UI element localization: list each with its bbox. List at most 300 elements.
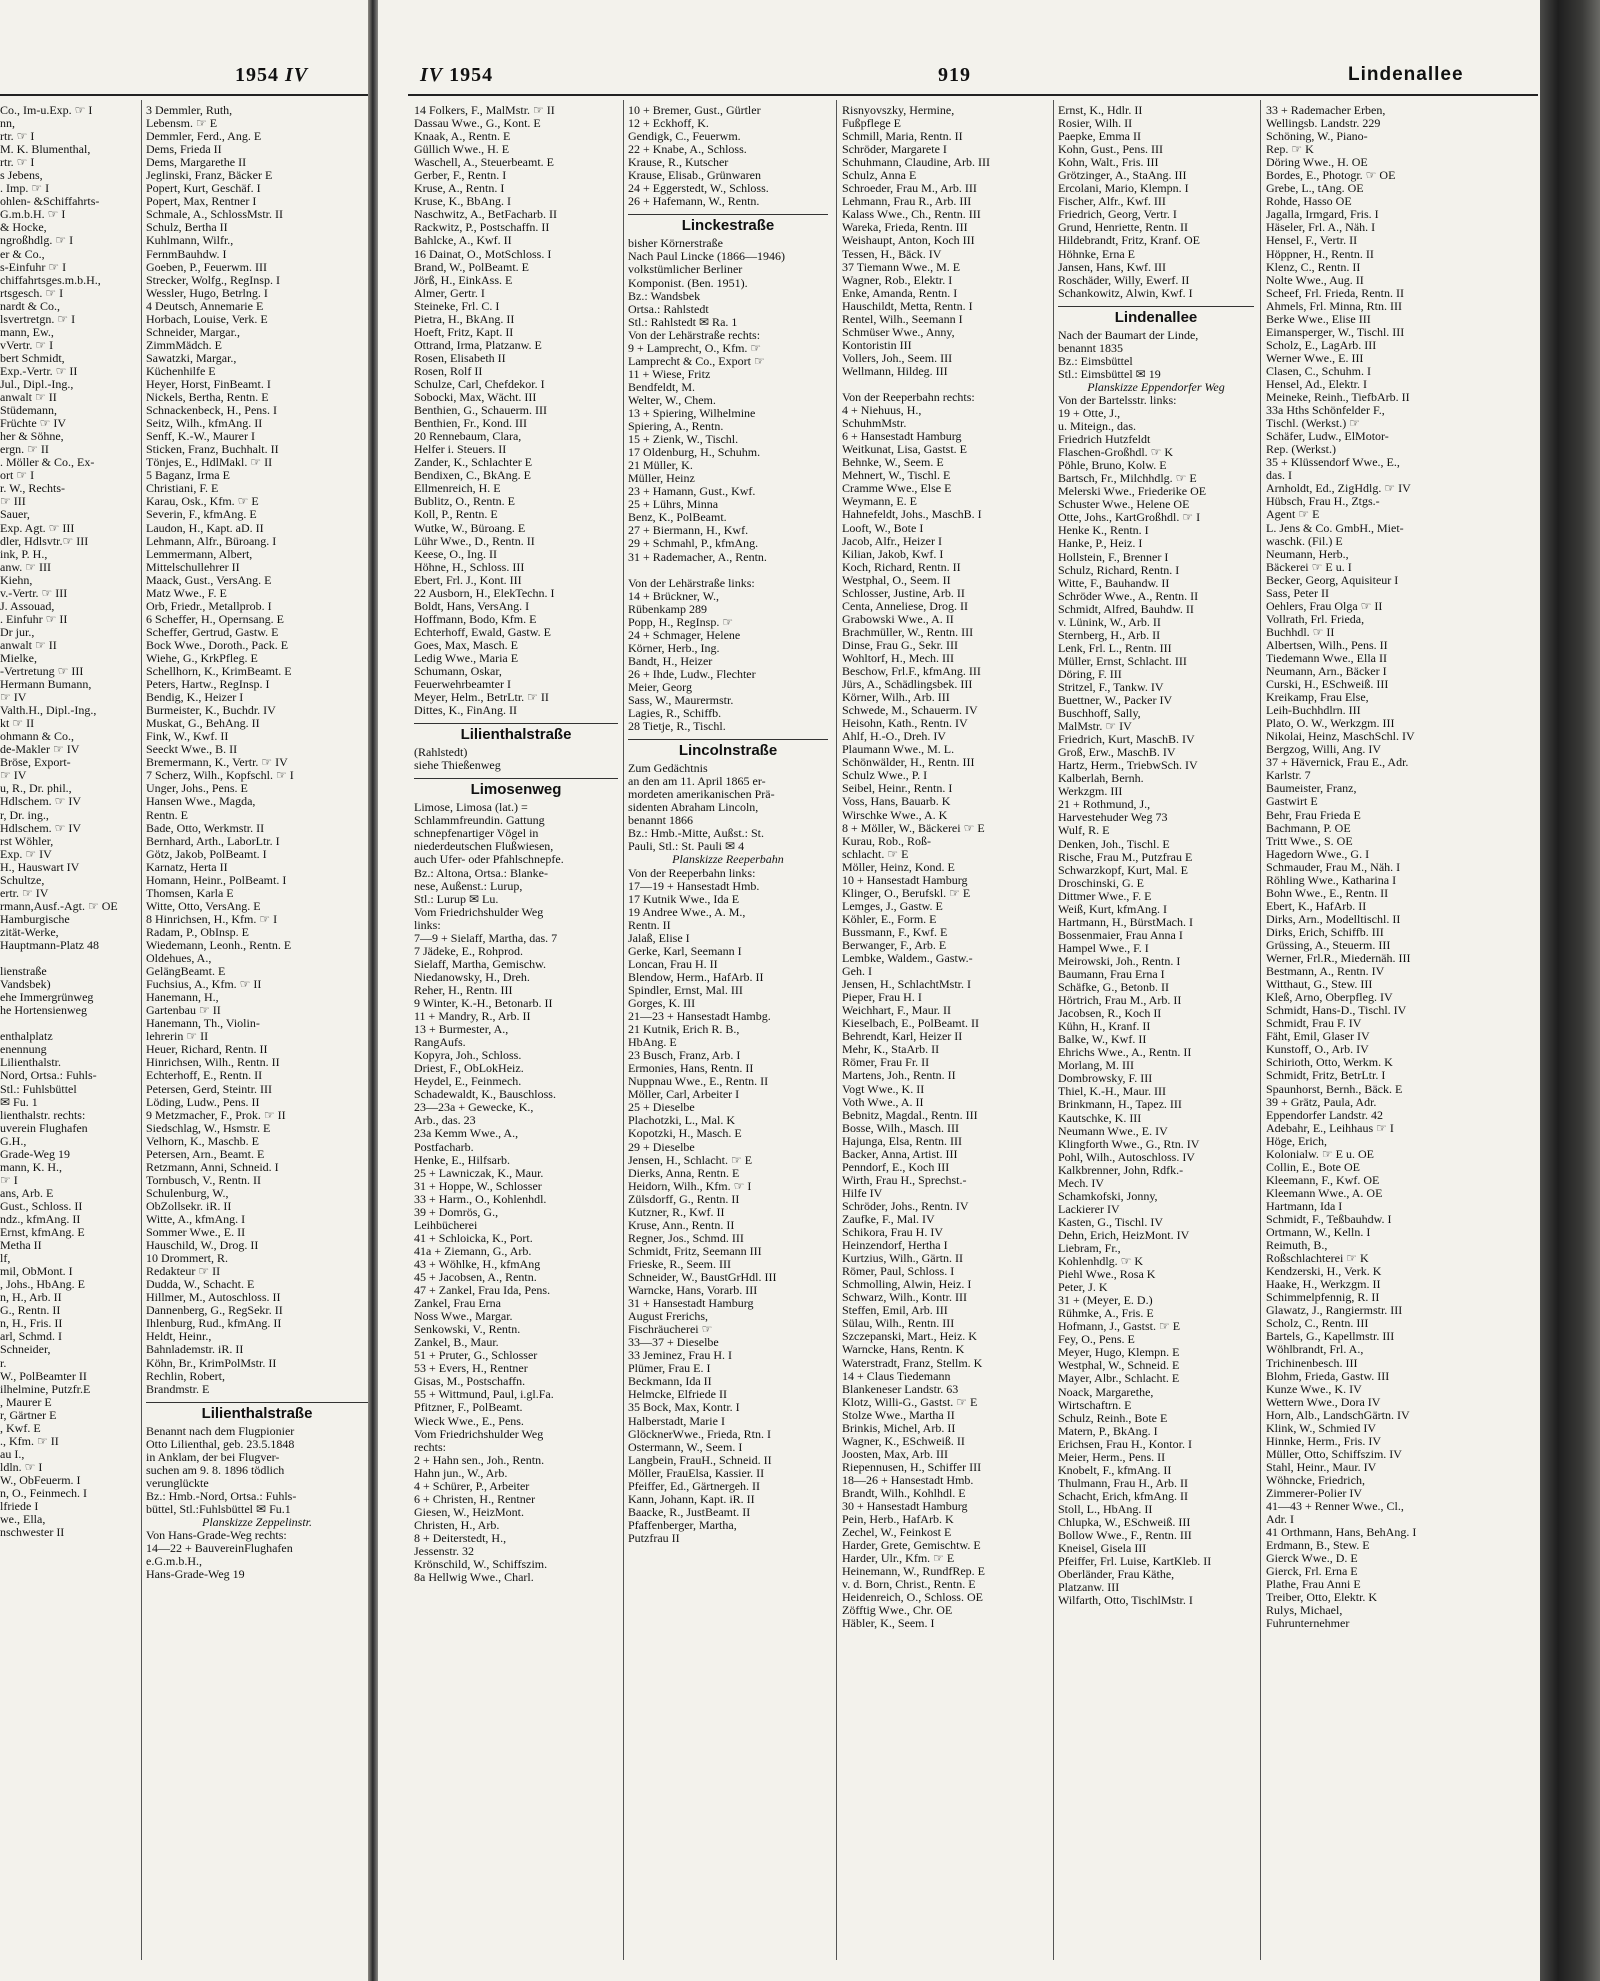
directory-entry: Trichinenbesch. III xyxy=(1266,1356,1358,1370)
directory-entry: Hoeft, Fritz, Kapt. II xyxy=(414,325,514,339)
directory-entry: Blankeneser Landstr. 63 xyxy=(842,1382,959,1396)
directory-entry: waschk. (Fil.) E xyxy=(1266,534,1343,548)
directory-entry: u, R., Dr. phil., xyxy=(0,782,72,796)
directory-entry: Werner, Frl.R., Miedernäh. III xyxy=(1266,952,1411,966)
directory-entry: bert Schmidt, xyxy=(0,351,65,365)
directory-entry: Bz.: Altona, Ortsa.: Blanke- xyxy=(414,866,548,880)
directory-entry: Buschhoff, Sally, xyxy=(1058,707,1141,721)
directory-entry: Gerke, Karl, Seemann I xyxy=(628,944,742,958)
directory-entry: Dirks, Arn., Modelltischl. II xyxy=(1266,912,1401,926)
directory-entry: Schulz Wwe., P. I xyxy=(842,769,928,783)
column-4 xyxy=(628,104,828,1545)
directory-entry: Scholz, E., LagArb. III xyxy=(1266,338,1377,352)
left-part: IV xyxy=(285,64,309,86)
directory-entry: Peters, Hartw., RegInsp. I xyxy=(146,678,270,692)
directory-entry: Heinzendorf, Hertha I xyxy=(842,1239,948,1253)
street-heading: Linckestraße xyxy=(628,214,828,237)
directory-entry: Grötzinger, A., StaAng. III xyxy=(1058,169,1187,183)
directory-entry: 7 Scherz, Wilh., Kopfschl. ☞ I xyxy=(146,769,294,783)
directory-entry: Lehmann, Alfr., Büroang. I xyxy=(146,534,277,548)
directory-entry: Ebert, K., HafArb. II xyxy=(1266,899,1367,913)
directory-entry: 7—9 + Sielaff, Martha, das. 7 xyxy=(414,931,558,945)
directory-entry: Ortsa.: Rahlstedt xyxy=(628,302,709,316)
directory-entry: au I., xyxy=(0,1447,25,1461)
directory-entry: ohlen- &Schiffahrts- xyxy=(0,195,100,209)
directory-entry: Bollow Wwe., F., Rentn. III xyxy=(1058,1529,1192,1543)
directory-entry: Hörtrich, Frau M., Arb. II xyxy=(1058,994,1182,1008)
street-heading: Lincolnstraße xyxy=(628,739,828,762)
directory-entry: Grade-Weg 19 xyxy=(0,1147,71,1161)
directory-entry: Kruse, K., BbAng. I xyxy=(414,195,511,209)
directory-entry: Röhling Wwe., Katharina I xyxy=(1266,873,1397,887)
directory-entry: Nikolai, Heinz, MaschSchl. IV xyxy=(1266,730,1415,744)
directory-entry: anwalt ☞ II xyxy=(0,638,57,652)
directory-entry: Benthien, Fr., Kond. III xyxy=(414,417,527,431)
directory-entry: 39 + Domrös, G., xyxy=(414,1205,499,1219)
directory-entry: Liebram, Fr., xyxy=(1058,1241,1121,1255)
directory-entry: Früchte ☞ IV xyxy=(0,417,67,431)
directory-entry: zität-Werke, xyxy=(0,925,59,939)
directory-entry: 3 Demmler, Ruth, xyxy=(146,104,233,117)
directory-entry: 17 Kutnik Wwe., Ida E xyxy=(628,892,740,906)
street-heading: Lilienthalstraße xyxy=(146,1402,368,1425)
directory-entry: Baumann, Frau Erna I xyxy=(1058,968,1165,981)
directory-entry: Radam, P., ObInsp. E xyxy=(146,925,249,939)
directory-entry: Boldt, Hans, VersAng. I xyxy=(414,599,530,613)
directory-entry: Rohde, Hasso OE xyxy=(1266,195,1352,209)
directory-entry: 6 Scheffer, H., Opernsang. E xyxy=(146,612,284,626)
directory-entry: Blohm, Frieda, Gastw. III xyxy=(1266,1369,1390,1383)
directory-entry: Mehr, K., StaArb. II xyxy=(842,1043,940,1057)
directory-entry: Kohlenhdlg. ☞ K xyxy=(1058,1255,1144,1269)
directory-entry: Heuer, Richard, Rentn. II xyxy=(146,1043,268,1057)
directory-entry: Droschinski, G. E xyxy=(1058,876,1144,890)
directory-entry: W., ObFeuerm. I xyxy=(0,1473,81,1487)
directory-entry: Vom Friedrichshulder Weg xyxy=(414,1427,544,1441)
directory-entry: Postfacharb. xyxy=(414,1140,474,1154)
directory-entry: Echterhoff, Ewald, Gastw. E xyxy=(414,625,551,639)
directory-entry: Gendigk, C., Feuerwm. xyxy=(628,130,741,144)
directory-entry: bisher Körnerstraße xyxy=(628,237,723,251)
directory-entry: Neumann, Herb., xyxy=(1266,547,1349,561)
directory-entry: Riepennusen, H., Schiffer III xyxy=(842,1460,982,1474)
directory-entry: Klinger, O., Berufskl. ☞ E xyxy=(842,886,971,900)
directory-entry: Lenk, Frl. L., Rentn. III xyxy=(1058,641,1172,655)
directory-entry: Mech. IV xyxy=(1058,1176,1104,1190)
directory-entry: Arnholdt, Ed., ZigHdlg. ☞ IV xyxy=(1266,482,1411,496)
directory-entry: Hans-Grade-Weg 19 xyxy=(146,1568,245,1582)
directory-entry: Bosse, Wilh., Masch. III xyxy=(842,1121,959,1135)
directory-entry: Bäckerei ☞ E u. I xyxy=(1266,560,1352,574)
directory-entry: Wirtschaftrn. E xyxy=(1058,1398,1132,1412)
directory-entry: Co., Im-u.Exp. ☞ I xyxy=(0,104,93,117)
directory-entry: Spaunhorst, Bernh., Bäck. E xyxy=(1266,1082,1403,1096)
directory-entry: Schmidt, Alfred, Bauhdw. II xyxy=(1058,602,1194,616)
directory-entry: ☞ IV xyxy=(0,691,27,705)
directory-entry: Kann, Johann, Kapt. iR. II xyxy=(628,1492,755,1506)
directory-entry: Langbein, FrauH., Schneid. II xyxy=(628,1453,772,1467)
directory-entry: er & Co., xyxy=(0,247,45,261)
directory-entry: Kohn, Walt., Fris. III xyxy=(1058,156,1159,170)
directory-entry: Heldt, Heinr., xyxy=(146,1330,212,1344)
directory-entry: Fäht, Emil, Glaser IV xyxy=(1266,1030,1370,1044)
directory-entry: Bohn Wwe., E., Rentn. II xyxy=(1266,886,1389,900)
directory-entry: (Rahlstedt) xyxy=(414,746,468,760)
directory-entry: Bz.: Wandsbek xyxy=(628,289,701,303)
directory-entry: Plachotzki, L., Mal. K xyxy=(628,1114,735,1128)
directory-entry: 4 + Schürer, P., Arbeiter xyxy=(414,1479,530,1493)
directory-entry: Noss Wwe., Margar. xyxy=(414,1310,513,1324)
directory-entry: Neumann, Arn., Bäcker I xyxy=(1266,665,1387,679)
directory-entry: Plato, O. W., Werkzgm. III xyxy=(1266,717,1395,731)
directory-entry: 51 + Pruter, G., Schlosser xyxy=(414,1349,538,1363)
directory-entry: Schneider, xyxy=(0,1343,51,1357)
directory-entry: Stl.: Rahlstedt ✉ Ra. 1 xyxy=(628,315,738,329)
directory-entry: benannt 1835 xyxy=(1058,341,1123,355)
directory-entry: 11 + Wiese, Fritz xyxy=(628,367,711,381)
directory-entry: Sielaff, Martha, Gemischw. xyxy=(414,957,546,971)
directory-entry: Häseler, Frl. A., Näh. I xyxy=(1266,221,1376,235)
directory-entry: Berwanger, F., Arb. E xyxy=(842,939,947,952)
directory-entry: Zülsdorff, G., Rentn. II xyxy=(628,1192,740,1206)
directory-entry: Bublitz, O., Rentn. E xyxy=(414,495,515,509)
directory-entry: Mehnert, W., Tischl. E xyxy=(842,469,951,483)
directory-entry: Bock Wwe., Doroth., Pack. E xyxy=(146,638,289,652)
directory-entry: Meineke, Reinh., TiefbArb. II xyxy=(1266,391,1410,405)
directory-entry: Dudda, W., Schacht. E xyxy=(146,1278,255,1292)
directory-entry: Stoll, L., HbAng. II xyxy=(1058,1502,1153,1516)
directory-entry: Buchhdl. ☞ II xyxy=(1266,625,1335,639)
directory-entry: Stahl, Heinr., Maur. IV xyxy=(1266,1460,1377,1474)
directory-entry: Schlosser, Justine, Arb. II xyxy=(842,586,965,600)
directory-entry: Kreikamp, Frau Else, xyxy=(1266,691,1369,705)
directory-entry: 33a Hths Schönfelder F., xyxy=(1266,404,1385,418)
directory-entry: Steffen, Emil, Arb. III xyxy=(842,1304,948,1318)
directory-entry: Fußpflege E xyxy=(842,117,901,131)
directory-entry: Baacke, R., JustBeamt. II xyxy=(628,1505,751,1519)
directory-entry: Ermonies, Hans, Rentn. II xyxy=(628,1062,754,1076)
directory-entry: Mittelschullehrer II xyxy=(146,560,240,574)
directory-entry: Dinse, Frau G., Sekr. III xyxy=(842,638,958,652)
directory-entry: Schmidt, Frau F. IV xyxy=(1266,1017,1362,1031)
directory-entry: Meirowski, Joh., Rentn. I xyxy=(1058,954,1181,968)
directory-entry: 25 + Dieselbe xyxy=(628,1101,695,1115)
directory-entry: Szczepanski, Mart., Heiz. K xyxy=(842,1330,977,1344)
directory-entry: Bröse, Export- xyxy=(0,756,71,770)
directory-entry: Ernst, K., Hdlr. II xyxy=(1058,104,1143,117)
directory-entry: Lackierer IV xyxy=(1058,1202,1120,1216)
directory-entry: Wiedemann, Leonh., Rentn. E xyxy=(146,939,292,952)
directory-entry: Schnackenbeck, H., Pens. I xyxy=(146,404,277,418)
directory-entry: Jacobsen, R., Koch II xyxy=(1058,1007,1162,1021)
directory-entry: Christiani, F. E xyxy=(146,482,219,496)
directory-entry: Rulys, Michael, xyxy=(1266,1604,1343,1618)
directory-entry: Bandt, H., Heizer xyxy=(628,654,713,668)
directory-entry: Kautschke, K. III xyxy=(1058,1111,1142,1125)
directory-entry: Wieck Wwe., E., Pens. xyxy=(414,1414,524,1428)
directory-entry: r. xyxy=(0,1356,7,1370)
directory-entry: Mielke, xyxy=(0,651,37,665)
directory-entry: Hahn jun., W., Arb. xyxy=(414,1466,508,1480)
directory-entry: Laudon, H., Kapt. aD. II xyxy=(146,521,264,535)
directory-entry: Neumann Wwe., E. IV xyxy=(1058,1124,1168,1138)
directory-entry: Eppendorfer Landstr. 42 xyxy=(1266,1108,1383,1122)
directory-entry: Köhler, E., Form. E xyxy=(842,912,937,926)
directory-entry: Rühmke, A., Fris. E xyxy=(1058,1307,1154,1321)
directory-entry: Kieselbach, E., PolBeamt. II xyxy=(842,1017,979,1031)
directory-entry: 47 + Zankel, Frau Ida, Pens. xyxy=(414,1284,551,1298)
directory-entry: ink, P. H., xyxy=(0,547,48,561)
directory-entry: 16 Dainat, O., MotSchloss. I xyxy=(414,247,552,261)
directory-entry: 41—43 + Renner Wwe., Cl., xyxy=(1266,1500,1404,1514)
directory-entry: Horbach, Louise, Verk. E xyxy=(146,312,268,326)
directory-entry: Jacob, Alfr., Heizer I xyxy=(842,534,942,548)
directory-entry: Brandmstr. E xyxy=(146,1382,210,1396)
directory-entry: büttel, Stl.:Fuhlsbüttel ✉ Fu.1 xyxy=(146,1502,291,1516)
directory-entry: Schuhmann, Claudine, Arb. III xyxy=(842,156,990,170)
directory-entry: Kiehn, xyxy=(0,573,33,587)
directory-entry: 39 + Grätz, Paula, Adr. xyxy=(1266,1095,1377,1109)
directory-entry: Jessenstr. 32 xyxy=(414,1544,474,1558)
directory-entry: chiffahrtsges.m.b.H., xyxy=(0,273,101,287)
directory-entry: 8 + Deiterstedt, H., xyxy=(414,1531,507,1545)
directory-entry: Wagner, Rob., Elektr. I xyxy=(842,273,953,287)
directory-entry: Kleemann, F., Kwf. OE xyxy=(1266,1173,1380,1187)
directory-entry: Brachmüller, W., Rentn. III xyxy=(842,625,974,639)
directory-entry: Heydel, E., Feinmech. xyxy=(414,1075,522,1089)
directory-entry: Noack, Margarethe, xyxy=(1058,1385,1154,1399)
directory-entry: Meyer, Helm., BetrLtr. ☞ II xyxy=(414,691,549,705)
directory-entry: Römer, Paul, Schloss. I xyxy=(842,1265,955,1279)
directory-entry: Vollrath, Frl. Frieda, xyxy=(1266,612,1365,626)
directory-entry: Feuerwehrbeamter I xyxy=(414,678,511,692)
directory-entry: Thiel, K.-H., Maur. III xyxy=(1058,1085,1166,1099)
directory-entry: 28 Tietje, R., Tischl. xyxy=(628,720,726,734)
directory-entry: Tönjes, E., HdlMakl. ☞ II xyxy=(146,456,273,470)
directory-entry: Almer, Gertr. I xyxy=(414,286,485,300)
directory-entry: rtr. ☞ I xyxy=(0,156,35,170)
directory-entry: n, O., Feinmech. I xyxy=(0,1486,87,1500)
directory-entry: 5 Baganz, Irma E xyxy=(146,469,230,483)
directory-entry: Voss, Hans, Bauarb. K xyxy=(842,795,951,809)
directory-entry: Gierck Wwe., D. E xyxy=(1266,1552,1358,1566)
directory-entry: Redakteur ☞ II xyxy=(146,1265,221,1279)
directory-entry: Arb., das. 23 xyxy=(414,1114,476,1128)
directory-entry: Bestmann, A., Rentn. IV xyxy=(1266,965,1385,979)
directory-entry: Hensel, Ad., Elektr. I xyxy=(1266,377,1367,391)
directory-entry: Siedschlag, W., Hsmstr. E xyxy=(146,1121,271,1135)
directory-entry: Erichsen, Frau H., Kontor. I xyxy=(1058,1437,1192,1451)
directory-entry: 21 Müller, K. xyxy=(628,459,693,473)
directory-entry: Benz, K., PolBeamt. xyxy=(628,511,727,525)
directory-entry: Stritzel, F., Tankw. IV xyxy=(1058,680,1164,694)
directory-entry: Warncke, Hans, Vorarb. III xyxy=(628,1284,758,1298)
directory-entry: Harder, Grete, Gemischtw. E xyxy=(842,1539,981,1553)
directory-entry: Bendfeldt, M. xyxy=(628,380,695,394)
directory-entry: Reher, H., Rentn. III xyxy=(414,983,513,997)
directory-entry: Muskat, G., BehAng. II xyxy=(146,717,260,731)
directory-entry: mil, ObMont. I xyxy=(0,1265,73,1279)
directory-entry: Tornbusch, V., Rentn. II xyxy=(146,1173,262,1187)
directory-entry: Rosier, Wilh. II xyxy=(1058,117,1133,131)
directory-entry: Schuster Wwe., Helene OE xyxy=(1058,498,1190,512)
directory-entry: nn, xyxy=(0,117,15,131)
directory-entry: Ebert, Frl. J., Kont. III xyxy=(414,573,522,587)
directory-entry: Friedrich Hutzfeldt xyxy=(1058,433,1151,447)
directory-entry: Hillmer, M., Autoschloss. II xyxy=(146,1291,281,1305)
directory-entry: Döring, F. III xyxy=(1058,667,1122,681)
directory-entry: Stl.: Eimsbüttel ✉ 19 xyxy=(1058,367,1161,381)
directory-entry: 27 + Biermann, H., Kwf. xyxy=(628,524,749,538)
directory-entry: Wöhlbrandt, Frl. A., xyxy=(1266,1343,1364,1357)
directory-entry: Peter, J. K xyxy=(1058,1281,1108,1295)
directory-entry: Von der Reeperbahn rechts: xyxy=(842,391,975,405)
directory-entry: Christen, H., Arb. xyxy=(414,1518,500,1532)
directory-entry: Kuhlmann, Wilfr., xyxy=(146,234,234,248)
directory-entry: HbAng. E xyxy=(628,1036,677,1050)
directory-entry: Wöhncke, Friedrich, xyxy=(1266,1473,1365,1487)
directory-entry: 4 Deutsch, Annemarie E xyxy=(146,299,264,313)
directory-entry: 35 + Klüssendorf Wwe., E., xyxy=(1266,456,1400,470)
directory-entry: auch Ufer- oder Pfahlschnepfe. xyxy=(414,853,564,867)
directory-entry: Wareka, Frieda, Rentn. III xyxy=(842,221,968,235)
directory-entry: Henke K., Rentn. I xyxy=(1058,524,1149,538)
directory-entry: G.m.b.H. ☞ I xyxy=(0,208,66,222)
directory-entry: M. K. Blumenthal, xyxy=(0,143,91,157)
directory-entry: 17 Oldenburg, H., Schuhm. xyxy=(628,446,761,460)
directory-entry: Pieper, Frau H. I xyxy=(842,991,922,1005)
directory-entry: Friedrich, Georg, Vertr. I xyxy=(1058,208,1177,222)
directory-entry: Kalberlah, Bernh. xyxy=(1058,772,1144,786)
directory-entry: Roßschlachterei ☞ K xyxy=(1266,1252,1369,1266)
directory-entry: 35 Bock, Max, Kontr. I xyxy=(628,1401,740,1415)
directory-entry: Kurau, Rob., Roß- xyxy=(842,834,931,848)
directory-entry: Jensen, H., SchlachtMstr. I xyxy=(842,978,971,992)
directory-entry: 13 + Burmester, A., xyxy=(414,1023,509,1037)
directory-entry: Hermann Bumann, xyxy=(0,678,92,692)
directory-entry: Schröder, Margarete I xyxy=(842,143,947,157)
directory-entry: Groß, Erw., MaschB. IV xyxy=(1058,746,1176,760)
directory-entry: 37 + Hävernick, Frau E., Adr. xyxy=(1266,756,1409,770)
directory-entry: Weymann, E. E xyxy=(842,495,918,509)
directory-entry: Orb, Friedr., Metallprob. I xyxy=(146,599,272,613)
directory-entry: Krönschild, W., Schiffszim. xyxy=(414,1558,548,1572)
directory-entry: Stolze Wwe., Martha II xyxy=(842,1408,955,1422)
directory-entry: GlöcknerWwe., Frieda, Rtn. I xyxy=(628,1427,771,1441)
directory-entry: Bz.: Hmb.-Nord, Ortsa.: Fuhls- xyxy=(146,1489,297,1503)
directory-entry: SchuhmMstr. xyxy=(842,417,907,431)
directory-entry: Müller, Otto, Schiffszim. IV xyxy=(1266,1447,1402,1461)
directory-entry: Brinkmann, H., Tapez. III xyxy=(1058,1098,1182,1112)
directory-entry: 23 + Hamann, Gust., Kwf. xyxy=(628,485,756,499)
directory-entry: Penndorf, E., Koch III xyxy=(842,1160,950,1174)
column-1 xyxy=(0,104,138,1539)
street-heading: Lindenallee xyxy=(1058,306,1254,329)
directory-entry: Exp.-Vertr. ☞ II xyxy=(0,364,78,378)
directory-entry: Von der Reeperbahn links: xyxy=(628,866,756,880)
directory-entry: Bendixen, C., BkAng. E xyxy=(414,469,531,483)
directory-entry: Hinnke, Herm., Fris. IV xyxy=(1266,1434,1381,1448)
left-page-header xyxy=(235,64,308,87)
directory-entry: Kleemann Wwe., A. OE xyxy=(1266,1186,1383,1200)
directory-entry: Kutzner, R., Kwf. II xyxy=(628,1205,725,1219)
directory-entry: enthalplatz xyxy=(0,1030,53,1044)
directory-entry: Witte, F., Bauhandw. II xyxy=(1058,576,1170,590)
directory-entry: 17—19 + Hansestadt Hmb. xyxy=(628,879,760,893)
directory-entry: Gastwirt E xyxy=(1266,795,1318,809)
directory-entry: Möller, Carl, Arbeiter I xyxy=(628,1088,740,1102)
directory-entry: Rosen, Elisabeth II xyxy=(414,351,506,365)
directory-entry: Scholz, C., Rentn. III xyxy=(1266,1317,1369,1331)
directory-entry: Senff, K.-W., Maurer I xyxy=(146,430,255,444)
directory-entry: vVertr. ☞ I xyxy=(0,338,54,352)
directory-entry: Heyer, Horst, FinBeamt. I xyxy=(146,377,271,391)
directory-entry: Jürs, A., Schädlingsbek. III xyxy=(842,678,973,692)
directory-entry: Schmidt, Fritz, BetrLtr. I xyxy=(1266,1069,1386,1083)
directory-entry: L. Jens & Co. GmbH., Miet- xyxy=(1266,521,1404,535)
directory-entry: Hahnefeldt, Johs., MaschB. I xyxy=(842,508,982,522)
directory-entry: 33 Jeminez, Frau H. I xyxy=(628,1349,732,1363)
right-year: 1954 xyxy=(449,64,494,86)
directory-entry: ZimmMädch. E xyxy=(146,338,222,352)
directory-entry: Ellmenreich, H. E xyxy=(414,482,501,496)
directory-entry: Jeglinski, Franz, Bäcker E xyxy=(146,169,273,183)
directory-entry: Westphal, O., Seem. II xyxy=(842,573,951,587)
directory-entry: he Hortensienweg xyxy=(0,1004,87,1018)
directory-entry: Lebensm. ☞ E xyxy=(146,117,218,131)
directory-entry: ergn. ☞ II xyxy=(0,443,49,457)
directory-entry: Schmüser Wwe., Anny, xyxy=(842,325,955,339)
directory-entry: Harder, Ulr., Kfm. ☞ E xyxy=(842,1552,955,1566)
directory-entry: Löding, Ludw., Pens. II xyxy=(146,1095,260,1109)
directory-entry: 33 + Harm., O., Kohlenhdl. xyxy=(414,1192,547,1206)
directory-entry: Weichhart, F., Maur. II xyxy=(842,1004,952,1018)
directory-entry: Nickels, Bertha, Rentn. E xyxy=(146,391,269,405)
directory-entry: 8 Hinrichsen, H., Kfm. ☞ I xyxy=(146,912,278,926)
directory-entry: Rentel, Wilh., Seemann I xyxy=(842,312,963,326)
street-heading: Limosenweg xyxy=(414,778,618,801)
directory-entry: Kilian, Jakob, Kwf. I xyxy=(842,547,944,561)
directory-entry: her & Söhne, xyxy=(0,430,64,444)
directory-entry: Exp. Agt. ☞ III xyxy=(0,521,75,535)
directory-entry: Strecker, Wolfg., RegInsp. I xyxy=(146,273,280,287)
directory-entry: Limose, Limosa (lat.) = xyxy=(414,801,528,815)
directory-entry: Seitz, Wilh., kfmAng. II xyxy=(146,417,263,431)
directory-entry: Baumeister, Franz, xyxy=(1266,782,1357,796)
directory-entry: 31 + Rademacher, A., Rentn. xyxy=(628,550,767,564)
right-part: IV xyxy=(420,64,444,86)
directory-entry: Dems, Frieda II xyxy=(146,143,222,157)
directory-entry: 23a Kemm Wwe., A., xyxy=(414,1127,519,1141)
right-page xyxy=(378,0,1540,1981)
directory-entry: Pauli, Stl.: St. Pauli ✉ 4 xyxy=(628,840,745,854)
directory-entry: Popp, H., RegInsp. ☞ xyxy=(628,615,734,629)
directory-entry: . Einfuhr ☞ II xyxy=(0,612,68,626)
directory-entry: Schulz, Richard, Rentn. I xyxy=(1058,563,1180,577)
directory-entry: Kontoristin III xyxy=(842,338,912,352)
directory-entry: Krause, Elisab., Grünwaren xyxy=(628,169,761,183)
map-reference: Planskizze Eppendorfer Weg xyxy=(1087,380,1225,394)
directory-entry: 14—22 + BauvereinFlughafen xyxy=(146,1542,293,1556)
directory-entry: Vandsbek) xyxy=(0,978,51,992)
directory-entry: lsvertretgn. ☞ I xyxy=(0,312,76,326)
directory-entry: Agent ☞ E xyxy=(1266,508,1320,522)
directory-entry: Köhn, Br., KrimPolMstr. II xyxy=(146,1356,277,1370)
directory-entry: Velhorn, K., Maschb. E xyxy=(146,1134,259,1148)
directory-entry: Becker, Georg, Aquisiteur I xyxy=(1266,573,1399,587)
directory-entry: Scheffer, Gertrud, Gastw. E xyxy=(146,625,279,639)
directory-entry: Keese, O., Ing. II xyxy=(414,547,497,561)
